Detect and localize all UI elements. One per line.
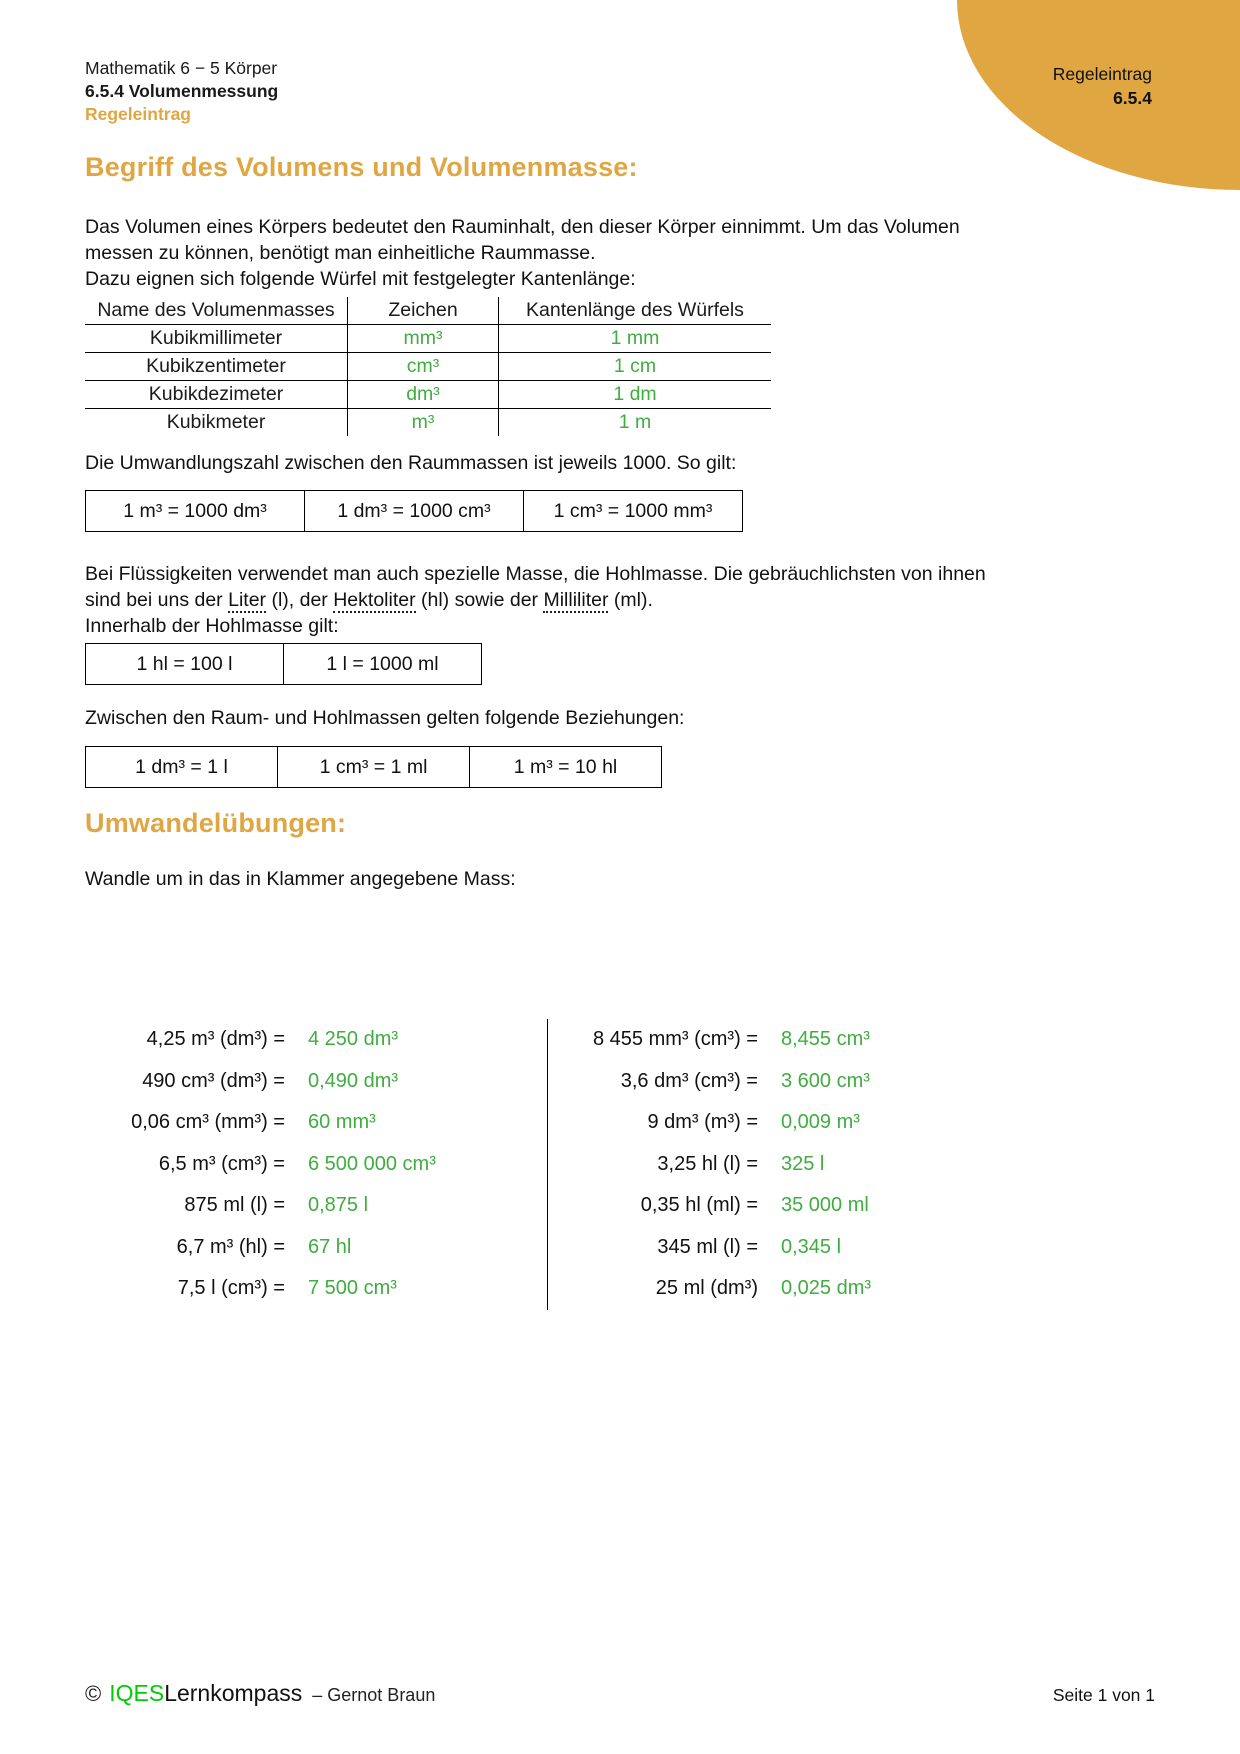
unit-symbol: m³ <box>348 409 499 437</box>
conversion-note: Die Umwandlungszahl zwischen den Raummassen ist jeweils 1000. So gilt: <box>85 452 737 474</box>
exercise-row <box>548 1144 871 1186</box>
exercise-answer: 0,875 l <box>308 1194 369 1217</box>
conversion-box: 1 dm³ = 1 l <box>85 746 278 788</box>
text-segment: (ml). <box>608 589 653 611</box>
page-title: Begriff des Volumens und Volumenmasse: <box>85 152 638 182</box>
brand-lernkompass: Lernkompass <box>164 1680 303 1706</box>
header-topic: 6.5.4 Volumenmessung <box>85 81 279 101</box>
exercise-answer: 3 600 cm³ <box>781 1069 870 1092</box>
exercise-question: 4,25 m³ (dm³) = <box>146 1028 285 1051</box>
footer-author: – Gernot Braun <box>312 1685 436 1705</box>
liquids-line-2 <box>85 587 986 613</box>
exercise-question: 8 455 mm³ (cm³) = <box>592 1028 758 1051</box>
exercise-question: 6,7 m³ (hl) = <box>176 1235 285 1258</box>
page-number: Seite 1 von 1 <box>1052 1685 1155 1705</box>
exercise-question: 3,25 hl (l) = <box>657 1152 758 1175</box>
table-row <box>85 381 771 409</box>
exercise-row <box>548 1061 871 1103</box>
underlined-hektoliter: Hektoliter <box>333 589 416 611</box>
conversion-box: 1 cm³ = 1000 mm³ <box>524 490 743 532</box>
conversion-box: 1 m³ = 10 hl <box>470 746 662 788</box>
exercise-row <box>85 1227 547 1269</box>
exercise-question: 25 ml (dm³) <box>655 1277 758 1300</box>
exercise-question: 0,35 hl (ml) = <box>640 1194 758 1217</box>
intro-line-1: Das Volumen eines Körpers bedeutet den Rauminhalt, den dieser Körper einnimmt. Um das Volumen <box>85 216 960 238</box>
exercise-answer: 7 500 cm³ <box>308 1277 397 1300</box>
liquids-line-1: Bei Flüssigkeiten verwendet man auch spezielle Masse, die Hohlmasse. Die gebräuchlichsten von ihnen <box>85 563 986 585</box>
exercise-answer: 6 500 000 cm³ <box>308 1152 436 1175</box>
exercise-answer: 67 hl <box>308 1235 352 1258</box>
column-header-symbol: Zeichen <box>348 297 499 325</box>
hohl-conversion-boxes <box>85 643 482 685</box>
exercise-row <box>85 1019 547 1061</box>
conversion-box: 1 cm³ = 1 ml <box>278 746 470 788</box>
exercise-question: 3,6 dm³ (cm³) = <box>620 1069 758 1092</box>
exercise-question: 9 dm³ (m³) = <box>647 1111 758 1134</box>
intro-line-3: Dazu eignen sich folgende Würfel mit festgelegter Kantenlänge: <box>85 268 636 290</box>
exercise-answer: 325 l <box>781 1152 825 1175</box>
table-row <box>85 325 771 353</box>
exercises-right-column <box>548 1019 871 1310</box>
exercise-question: 345 ml (l) = <box>657 1235 758 1258</box>
corner-label-block <box>1053 62 1152 110</box>
exercises-block <box>85 1019 871 1310</box>
conversion-box: 1 m³ = 1000 dm³ <box>85 490 305 532</box>
exercise-row <box>85 1185 547 1227</box>
raum-conversion-boxes <box>85 490 743 532</box>
table-row <box>85 353 771 381</box>
unit-edge: 1 mm <box>499 325 772 353</box>
unit-name: Kubikmeter <box>166 411 266 433</box>
liquids-line-3: Innerhalb der Hohlmasse gilt: <box>85 615 339 637</box>
underlined-liter: Liter <box>228 589 267 611</box>
table-row <box>85 409 771 437</box>
exercise-row <box>85 1268 547 1310</box>
exercise-answer: 60 mm³ <box>308 1111 376 1134</box>
exercise-answer: 0,025 dm³ <box>781 1277 872 1300</box>
volume-units-table <box>85 297 771 436</box>
conversion-box: 1 dm³ = 1000 cm³ <box>305 490 524 532</box>
unit-edge: 1 dm <box>499 381 772 409</box>
conversion-box: 1 l = 1000 ml <box>284 643 482 685</box>
column-header-edge: Kantenlänge des Würfels <box>499 297 772 325</box>
unit-edge: 1 m <box>618 411 652 433</box>
intro-line-2: messen zu können, benötigt man einheitliche Raummasse. <box>85 242 596 264</box>
page-footer <box>85 1680 1155 1707</box>
exercise-row <box>548 1185 871 1227</box>
exercise-row <box>85 1102 547 1144</box>
unit-symbol: cm³ <box>348 353 499 381</box>
header-doc-type: Regeleintrag <box>85 104 191 124</box>
header-course: Mathematik 6 − 5 Körper <box>85 58 278 78</box>
intro-paragraph <box>85 214 960 292</box>
text-segment: (hl) sowie der <box>415 589 544 611</box>
conversion-box: 1 hl = 100 l <box>85 643 284 685</box>
exercise-row <box>85 1061 547 1103</box>
exercise-answer: 8,455 cm³ <box>781 1028 870 1051</box>
copyright-icon: © <box>85 1681 102 1706</box>
unit-name: Kubikmillimeter <box>85 325 348 353</box>
corner-section-number: 6.5.4 <box>1113 88 1152 108</box>
exercise-answer: 35 000 ml <box>781 1194 869 1217</box>
column-header-name: Name des Volumenmasses <box>85 297 348 325</box>
exercise-answer: 0,345 l <box>781 1235 842 1258</box>
exercise-question: 0,06 cm³ (mm³) = <box>131 1111 285 1134</box>
exercise-answer: 4 250 dm³ <box>308 1028 399 1051</box>
exercise-question: 6,5 m³ (cm³) = <box>158 1152 285 1175</box>
unit-name: Kubikzentimeter <box>85 353 348 381</box>
relation-boxes <box>85 746 662 788</box>
brand-iqes: IQES <box>109 1680 165 1706</box>
exercises-heading: Umwandelübungen: <box>85 808 347 838</box>
text-segment: sind bei uns der <box>85 589 229 611</box>
underlined-milliliter: Milliliter <box>543 589 609 611</box>
exercise-question: 7,5 l (cm³) = <box>177 1277 285 1300</box>
exercise-question: 875 ml (l) = <box>184 1194 285 1217</box>
unit-name: Kubikdezimeter <box>85 381 348 409</box>
exercise-row <box>548 1268 871 1310</box>
corner-doc-type: Regeleintrag <box>1052 64 1152 84</box>
exercise-question: 490 cm³ (dm³) = <box>142 1069 285 1092</box>
unit-symbol: dm³ <box>348 381 499 409</box>
exercise-row <box>548 1019 871 1061</box>
page-header <box>85 57 278 126</box>
exercises-instruction: Wandle um in das in Klammer angegebene Mass: <box>85 868 516 890</box>
liquids-paragraph <box>85 561 986 639</box>
exercises-left-column <box>85 1019 548 1310</box>
relation-note: Zwischen den Raum- und Hohlmassen gelten folgende Beziehungen: <box>85 707 685 729</box>
text-segment: (l), der <box>266 589 334 611</box>
exercise-row <box>548 1102 871 1144</box>
exercise-answer: 0,490 dm³ <box>308 1069 399 1092</box>
exercise-answer: 0,009 m³ <box>781 1111 860 1134</box>
table-header-row <box>85 297 771 325</box>
unit-symbol: mm³ <box>348 325 499 353</box>
exercise-row <box>85 1144 547 1186</box>
exercise-row <box>548 1227 871 1269</box>
unit-edge: 1 cm <box>499 353 772 381</box>
